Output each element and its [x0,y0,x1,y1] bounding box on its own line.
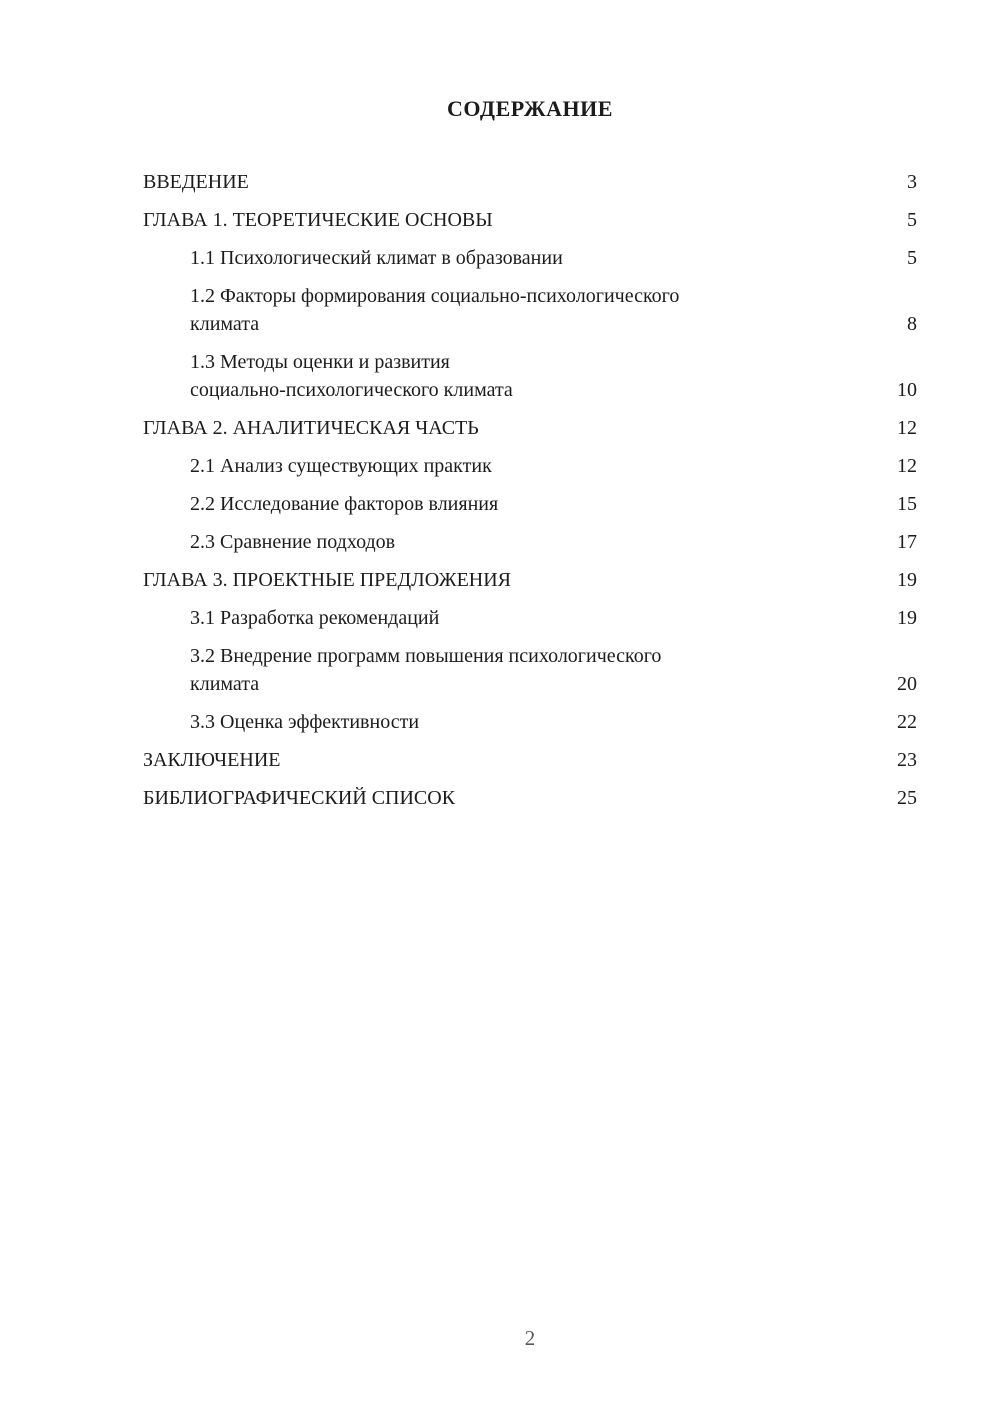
toc-entry-line: 2.3 Сравнение подходов [190,531,396,553]
toc-entry-text [143,528,877,556]
toc-page-number: 17 [897,531,917,553]
toc-page-number: 19 [897,607,917,629]
toc-entry-line: климата [190,313,260,335]
toc-entry-line: 3.3 Оценка эффективности [190,711,420,733]
toc-page-number: 10 [897,379,917,401]
toc-entry-text [143,784,877,812]
toc-page-number: 15 [897,493,917,515]
toc-entry-line: 3.1 Разработка рекомендаций [190,607,440,629]
table-of-contents [143,168,917,822]
toc-entry-line: ГЛАВА 1. ТЕОРЕТИЧЕСКИЕ ОСНОВЫ [143,209,493,231]
toc-entry-text [143,746,877,774]
toc-entry-2-3 [143,528,917,556]
toc-entry-text [143,642,877,698]
toc-entry-text [143,168,877,196]
toc-page-number: 20 [897,673,917,695]
toc-entry-text [143,490,877,518]
toc-entry-chapter-2 [143,414,917,442]
toc-entry-line: 1.2 Факторы формирования социально-психологического [190,285,680,307]
toc-entry-line: климата [190,673,260,695]
toc-entry-line: 3.2 Внедрение программ повышения психологического [190,645,662,667]
toc-entry-text [143,206,877,234]
toc-entry-line: 1.1 Психологический климат в образовании [190,247,563,269]
toc-entry-bibliography [143,784,917,812]
toc-entry-text [143,348,877,404]
toc-entry-2-1 [143,452,917,480]
toc-entry-1-3 [143,348,917,404]
page-title: СОДЕРЖАНИЕ [447,96,613,121]
toc-entry-line: БИБЛИОГРАФИЧЕСКИЙ СПИСОК [143,787,456,809]
toc-page-number: 5 [907,247,917,269]
toc-entry-3-1 [143,604,917,632]
toc-entry-line: 1.3 Методы оценки и развития [190,351,450,373]
toc-entry-3-2 [143,642,917,698]
toc-entry-line: ВВЕДЕНИЕ [143,171,249,193]
toc-entry-introduction [143,168,917,196]
toc-page-number: 3 [907,171,917,193]
toc-entry-text [143,566,877,594]
toc-entry-text [143,604,877,632]
toc-entry-chapter-3 [143,566,917,594]
toc-page-number: 12 [897,455,917,477]
toc-entry-2-2 [143,490,917,518]
toc-entry-text [143,452,877,480]
toc-page-number: 5 [907,209,917,231]
toc-entry-1-1 [143,244,917,272]
toc-entry-3-3 [143,708,917,736]
toc-entry-line: 2.1 Анализ существующих практик [190,455,492,477]
toc-entry-text [143,282,877,338]
toc-page-number: 23 [897,749,917,771]
toc-entry-1-2 [143,282,917,338]
toc-entry-line: ГЛАВА 3. ПРОЕКТНЫЕ ПРЕДЛОЖЕНИЯ [143,569,512,591]
toc-entry-line: ГЛАВА 2. АНАЛИТИЧЕСКАЯ ЧАСТЬ [143,417,479,439]
page-number-footer: 2 [524,1326,536,1350]
toc-entry-line: ЗАКЛЮЧЕНИЕ [143,749,281,771]
toc-entry-line: 2.2 Исследование факторов влияния [190,493,499,515]
toc-entry-conclusion [143,746,917,774]
toc-page-number: 12 [897,417,917,439]
toc-entry-line: социально-психологического климата [190,379,513,401]
toc-page-number: 8 [907,313,917,335]
toc-entry-text [143,708,877,736]
toc-page-number: 25 [897,787,917,809]
toc-entry-chapter-1 [143,206,917,234]
toc-page-number: 22 [897,711,917,733]
toc-page-number: 19 [897,569,917,591]
toc-entry-text [143,244,877,272]
toc-entry-text [143,414,877,442]
